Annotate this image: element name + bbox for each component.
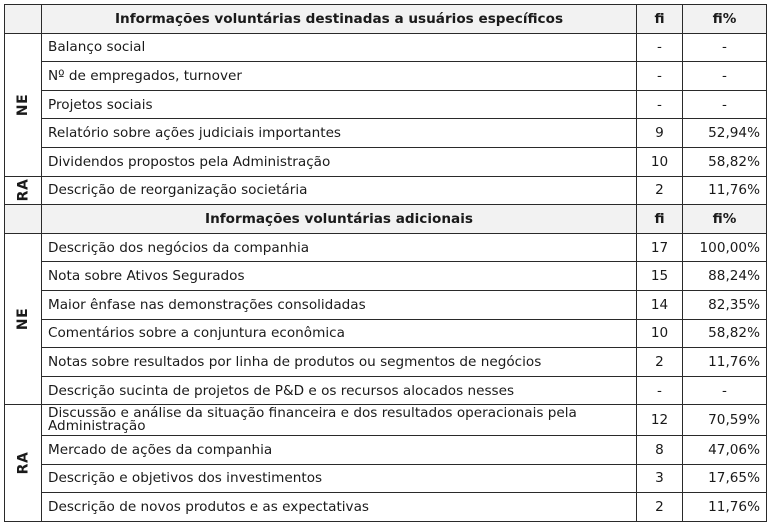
table-row (5, 348, 767, 377)
group-label: NE (15, 307, 31, 331)
row-fi: 3 (637, 464, 683, 493)
row-pct: - (683, 90, 767, 119)
row-pct: 100,00% (683, 233, 767, 262)
table-row (5, 290, 767, 319)
row-description: Comentários sobre a conjuntura econômica (42, 319, 637, 348)
table-row (5, 376, 767, 405)
row-description: Dividendos propostos pela Administração (42, 147, 637, 176)
row-description: Notas sobre resultados por linha de produtos ou segmentos de negócios (42, 348, 637, 377)
row-fi: 17 (637, 233, 683, 262)
voluntary-disclosure-table (4, 4, 767, 522)
row-fi: 2 (637, 493, 683, 522)
row-pct: 88,24% (683, 262, 767, 291)
group-label: NE (15, 93, 31, 116)
row-description: Discussão e análise da situação financeira e dos resultados operacionais pela Administração (42, 405, 637, 436)
row-description: Descrição dos negócios da companhia (42, 233, 637, 262)
row-description: Nº de empregados, turnover (42, 62, 637, 91)
row-description: Nota sobre Ativos Segurados (42, 262, 637, 291)
row-description: Descrição e objetivos dos investimentos (42, 464, 637, 493)
table-row (5, 435, 767, 464)
table-row (5, 62, 767, 91)
row-fi: - (637, 33, 683, 62)
row-fi: 15 (637, 262, 683, 291)
table-row (5, 119, 767, 148)
table-row (5, 33, 767, 62)
row-pct: - (683, 376, 767, 405)
row-pct: 11,76% (683, 348, 767, 377)
table-row (5, 464, 767, 493)
section-header-row (5, 205, 767, 234)
table-row (5, 147, 767, 176)
row-pct: - (683, 62, 767, 91)
row-description: Descrição sucinta de projetos de P&D e os recursos alocados nesses (42, 376, 637, 405)
group-label-cell (5, 233, 42, 405)
row-fi: 14 (637, 290, 683, 319)
table-row (5, 262, 767, 291)
group-label: RA (15, 451, 31, 475)
table-row (5, 90, 767, 119)
row-pct: - (683, 33, 767, 62)
section-header-row (5, 5, 767, 34)
row-description: Mercado de ações da companhia (42, 435, 637, 464)
row-description: Descrição de novos produtos e as expectativas (42, 493, 637, 522)
row-description: Relatório sobre ações judiciais importantes (42, 119, 637, 148)
table-row (5, 233, 767, 262)
row-description: Projetos sociais (42, 90, 637, 119)
pct-column-header: fi% (683, 205, 767, 234)
row-fi: - (637, 62, 683, 91)
row-pct: 52,94% (683, 119, 767, 148)
row-pct: 11,76% (683, 493, 767, 522)
row-pct: 70,59% (683, 405, 767, 436)
row-description: Descrição de reorganização societária (42, 176, 637, 205)
row-fi: 10 (637, 147, 683, 176)
row-fi: 10 (637, 319, 683, 348)
row-fi: 9 (637, 119, 683, 148)
fi-column-header: fi (637, 205, 683, 234)
table-row (5, 405, 767, 436)
fi-column-header: fi (637, 5, 683, 34)
row-description: Balanço social (42, 33, 637, 62)
group-label-cell (5, 33, 42, 176)
group-label: RA (15, 179, 31, 202)
group-label-cell (5, 405, 42, 521)
table-row (5, 176, 767, 205)
row-fi: 8 (637, 435, 683, 464)
row-pct: 17,65% (683, 464, 767, 493)
row-fi: - (637, 376, 683, 405)
pct-column-header: fi% (683, 5, 767, 34)
disclosure-table-container (4, 4, 767, 522)
row-pct: 58,82% (683, 147, 767, 176)
row-fi: 12 (637, 405, 683, 436)
section-title: Informações voluntárias adicionais (42, 205, 637, 234)
row-pct: 11,76% (683, 176, 767, 205)
row-fi: 2 (637, 348, 683, 377)
row-pct: 47,06% (683, 435, 767, 464)
row-fi: - (637, 90, 683, 119)
row-pct: 82,35% (683, 290, 767, 319)
group-label-cell (5, 176, 42, 205)
row-description: Maior ênfase nas demonstrações consolidadas (42, 290, 637, 319)
table-row (5, 493, 767, 522)
row-fi: 2 (637, 176, 683, 205)
section-title: Informações voluntárias destinadas a usuários específicos (42, 5, 637, 34)
header-blank-cell (5, 205, 42, 234)
row-pct: 58,82% (683, 319, 767, 348)
header-blank-cell (5, 5, 42, 34)
table-row (5, 319, 767, 348)
